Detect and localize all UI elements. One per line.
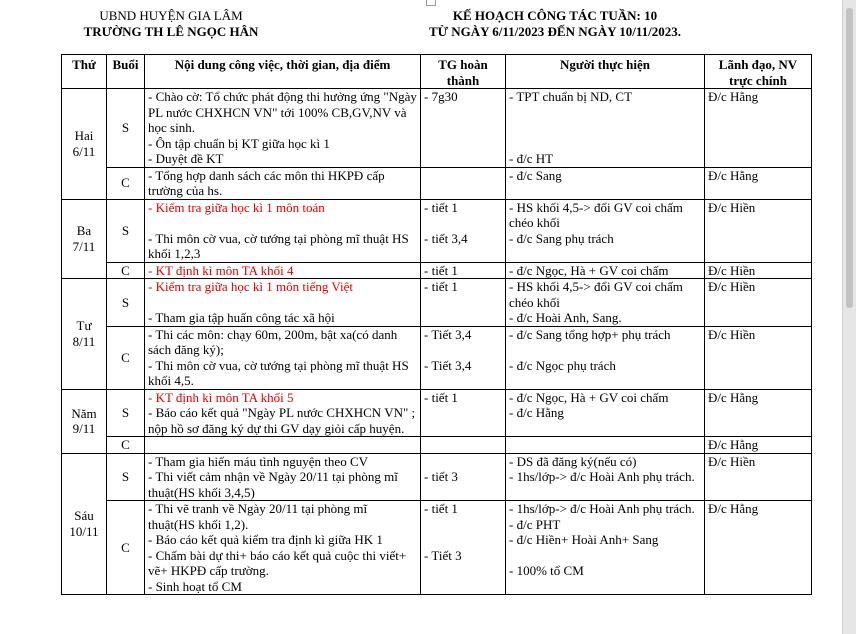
content-line: - Tổng hợp danh sách các môn thi HKPĐ cấp trường của hs. [148, 167, 385, 198]
plan-dates: TỪ NGÀY 6/11/2023 ĐẾN NGÀY 10/11/2023. [428, 24, 682, 39]
people-line: - DS đã đăng ký(nếu có) [509, 453, 637, 469]
table-row [62, 167, 812, 199]
people-line: - đ/c Ngọc, Hà + GV coi chấm [509, 389, 669, 405]
content-line: - Chấm bài dự thi+ báo cáo kết quả cuộc thi viết+ vẽ+ HKPĐ cấp trường. [148, 547, 407, 578]
session-cell: C [107, 501, 145, 595]
people-line: - đ/c Hiền+ Hoài Anh+ Sang [509, 532, 659, 547]
time-line: - Tiết 3 [424, 547, 462, 563]
leader-cell: Đ/c Hằng [705, 501, 812, 595]
session-cell: S [107, 453, 145, 501]
schedule-table [61, 54, 812, 595]
people-cell [506, 453, 705, 501]
time-line: - Tiết 3,4 [424, 326, 472, 342]
content-line: - KT định kì môn TA khối 4 [148, 262, 294, 278]
table-row [62, 389, 812, 437]
people-line: - 1hs/lớp-> đ/c Hoài Anh phụ trách. [509, 501, 695, 516]
table-header-row [62, 55, 812, 89]
time-line: - tiết 3 [424, 469, 458, 484]
table-row [62, 199, 812, 262]
leader-cell: Đ/c Hằng [705, 89, 812, 168]
people-line: - đ/c Hằng [509, 405, 564, 420]
people-cell [506, 437, 705, 454]
content-line: - Tham gia hiến máu tình nguyện theo CV [148, 453, 368, 469]
content-cell [145, 167, 421, 199]
people-line: - đ/c Sang tổng hợp+ phụ trách [509, 326, 671, 342]
leader-cell: Đ/c Hiền [705, 326, 812, 389]
org-name: UBND HUYỆN GIA LÂM [99, 8, 243, 23]
table-row [62, 501, 812, 595]
day-cell: Ba 7/11 [62, 199, 107, 279]
leader-cell: Đ/c Hiền [705, 262, 812, 279]
session-cell: S [107, 199, 145, 262]
people-line: - HS khối 4,5-> đổi GV coi chấm chéo khối [509, 199, 683, 230]
content-line: - Thi vẽ tranh về Ngày 20/11 tại phòng mĩ thuật(HS khối 1,2). [148, 501, 368, 532]
people-line: - đ/c PHT [509, 516, 561, 532]
people-cell [506, 262, 705, 279]
leader-cell: Đ/c Hằng [705, 167, 812, 199]
people-line: - đ/c Ngọc, Hà + GV coi chấm [509, 262, 669, 278]
col-header-session: Buổi [107, 55, 145, 89]
time-line: - tiết 1 [424, 501, 458, 516]
session-cell: C [107, 167, 145, 199]
table-row [62, 326, 812, 389]
people-cell [506, 279, 705, 327]
content-cell [145, 389, 421, 437]
content-line: - Báo cáo kết quả kiểm tra định kì giữa HK 1 [148, 532, 383, 547]
header-right [395, 8, 715, 40]
plan-title: KẾ HOẠCH CÔNG TÁC TUẦN: 10 [452, 8, 658, 23]
time-cell [421, 167, 506, 199]
people-line: - đ/c Hoài Anh, Sang. [509, 310, 622, 325]
content-cell [145, 326, 421, 389]
people-cell [506, 167, 705, 199]
time-cell [421, 262, 506, 279]
people-cell [506, 199, 705, 262]
col-header-people: Người thực hiện [506, 55, 705, 89]
content-line: - Thi viết cảm nhận về Ngày 20/11 tại phòng mĩ thuật(HS khối 3,4,5) [148, 469, 398, 500]
time-line: - tiết 1 [424, 262, 458, 278]
people-cell [506, 326, 705, 389]
time-line: - Tiết 3,4 [424, 357, 472, 373]
content-cell [145, 437, 421, 454]
people-line: - đ/c Sang [509, 167, 562, 183]
vertical-scrollbar[interactable] [842, 0, 856, 634]
people-line: - TPT chuẩn bị ND, CT [509, 89, 633, 104]
leader-cell: Đ/c Hằng [705, 389, 812, 437]
people-line: - 100% tổ CM [509, 563, 584, 578]
table-row [62, 279, 812, 327]
day-cell: Sáu 10/11 [62, 453, 107, 595]
content-cell [145, 199, 421, 262]
people-line: - đ/c HT [509, 151, 554, 166]
people-line: - 1hs/lớp-> đ/c Hoài Anh phụ trách. [509, 469, 695, 484]
leader-cell: Đ/c Hiền [705, 279, 812, 327]
time-cell [421, 199, 506, 262]
content-cell [145, 501, 421, 595]
content-line: - Tham gia tập huấn công tác xã hội [148, 310, 335, 325]
content-line: - Duyệt đề KT [148, 151, 224, 166]
col-header-leader: Lãnh đạo, NV trực chính [705, 55, 812, 89]
time-cell [421, 437, 506, 454]
col-header-content: Nội dung công việc, thời gian, địa điểm [145, 55, 421, 89]
content-cell [145, 453, 421, 501]
people-line: - HS khối 4,5-> đổi GV coi chấm chéo khối [509, 279, 683, 310]
content-line: - Sinh hoạt tổ CM [148, 578, 242, 594]
leader-cell: Đ/c Hằng [705, 437, 812, 454]
day-cell: Tư 8/11 [62, 279, 107, 390]
content-cell [145, 262, 421, 279]
time-line: - tiết 1 [424, 199, 458, 215]
session-cell: S [107, 89, 145, 168]
table-row [62, 89, 812, 168]
content-cell [145, 279, 421, 327]
col-header-day: Thứ [62, 55, 107, 89]
time-line: - tiết 3,4 [424, 230, 468, 246]
content-line: - Kiểm tra giữa học kì 1 môn tiếng Việt [148, 279, 353, 294]
people-line: - đ/c Ngọc phụ trách [509, 357, 616, 373]
session-cell: C [107, 262, 145, 279]
table-row [62, 453, 812, 501]
time-cell [421, 326, 506, 389]
header-left [56, 8, 286, 40]
content-line: - Thi các môn: chạy 60m, 200m, bật xa(có danh sách đăng ký); [148, 326, 398, 357]
content-line: - Chào cờ: Tổ chức phát động thi hưởng ứng "Ngày PL nước CHXHCN VN" tới 100% CB,GV,NV và học sinh. [148, 89, 417, 135]
content-line: - Kiểm tra giữa học kì 1 môn toán [148, 199, 325, 215]
school-name: TRƯỜNG TH LÊ NGỌC HÂN [83, 24, 259, 39]
table-row [62, 437, 812, 454]
people-line: - đ/c Sang phụ trách [509, 230, 614, 246]
time-cell [421, 389, 506, 437]
people-cell [506, 89, 705, 168]
day-cell: Năm 9/11 [62, 389, 107, 453]
table-row [62, 262, 812, 279]
content-line: - Ôn tập chuẩn bị KT giữa học kì 1 [148, 135, 330, 151]
people-cell [506, 389, 705, 437]
content-line: - Thi môn cờ vua, cờ tướng tại phòng mĩ thuật HS khối 1,2,3 [148, 230, 409, 261]
col-header-time: TG hoàn thành [421, 55, 506, 89]
page-top-marker [426, 0, 436, 6]
leader-cell: Đ/c Hiền [705, 453, 812, 501]
content-line: - Thi môn cờ vua, cờ tướng tại phòng mĩ thuật HS khối 4,5. [148, 357, 409, 388]
time-line: - tiết 1 [424, 389, 458, 405]
content-line: - Báo cáo kết quả "Ngày PL nước CHXHCN VN" ; nộp hồ sơ đăng ký dự thi GV dạy giỏi cấp huyện. [148, 405, 416, 436]
time-line: - 7g30 [424, 89, 458, 104]
time-line: - tiết 1 [424, 279, 458, 294]
time-cell [421, 279, 506, 327]
session-cell: C [107, 437, 145, 454]
day-cell: Hai 6/11 [62, 89, 107, 200]
content-cell [145, 89, 421, 168]
session-cell: C [107, 326, 145, 389]
people-cell [506, 501, 705, 595]
session-cell: S [107, 389, 145, 437]
time-cell [421, 453, 506, 501]
session-cell: S [107, 279, 145, 327]
time-cell [421, 89, 506, 168]
content-line: - KT định kì môn TA khối 5 [148, 389, 294, 405]
time-cell [421, 501, 506, 595]
scrollbar-thumb[interactable] [846, 8, 853, 308]
leader-cell: Đ/c Hiền [705, 199, 812, 262]
